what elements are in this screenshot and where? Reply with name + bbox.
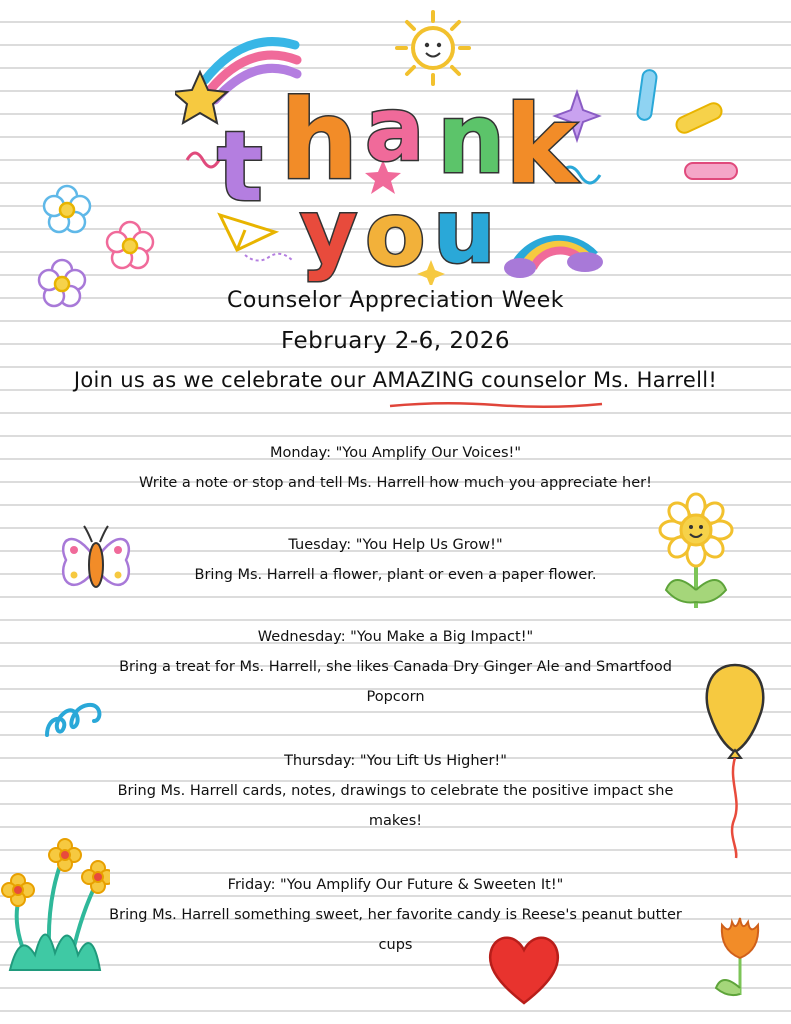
day-text: Bring a treat for Ms. Harrell, she likes Canada Dry Ginger Ale and Smartfood Popcorn [119,659,672,705]
event-invitation: Join us as we celebrate our AMAZING counselor Ms. Harrell! [73,368,718,392]
heart-icon [484,928,564,1008]
thank-you-title-art [175,10,625,285]
day-wednesday [0,622,791,712]
grass-flowers-icon [0,835,110,975]
day-text: Bring Ms. Harrell a flower, plant or even a paper flower. [194,567,597,583]
day-monday [0,438,791,498]
day-text: Bring Ms. Harrell something sweet, her favorite candy is Reese's peanut butter cups [109,907,682,953]
swirl-icon [42,695,112,745]
sprinkles-icon [630,65,740,190]
day-text: Write a note or stop and tell Ms. Harrell how much you appreciate her! [139,475,652,491]
day-text: Bring Ms. Harrell cards, notes, drawings to celebrate the positive impact she makes! [117,783,674,829]
sun-icon [397,12,469,84]
letter-o: o [365,183,426,285]
day-thursday [0,746,791,836]
rainbow-icon [504,239,603,278]
letter-n: n [437,83,506,195]
letter-h: h [280,76,359,204]
event-dates: February 2-6, 2026 [281,328,510,354]
letter-t: t [217,111,263,223]
day-heading: Tuesday: "You Help Us Grow!" [288,537,503,553]
flower-icon [32,182,162,317]
letter-y: y [300,180,358,283]
day-heading: Wednesday: "You Make a Big Impact!" [257,629,534,645]
sunflower-icon [654,490,739,615]
butterfly-icon [54,520,139,605]
tulip-icon [710,910,770,1000]
letter-u: u [433,180,496,283]
day-friday [0,870,791,960]
day-heading: Friday: "You Amplify Our Future & Sweeten It!" [227,877,564,893]
event-title: Counselor Appreciation Week [227,288,564,313]
amazing-underline [388,399,604,411]
day-heading: Thursday: "You Lift Us Higher!" [284,753,507,769]
day-heading: Monday: "You Amplify Our Voices!" [269,445,522,461]
balloon-icon [698,660,773,860]
letter-k: k [505,83,577,208]
letter-a: a [365,78,425,181]
